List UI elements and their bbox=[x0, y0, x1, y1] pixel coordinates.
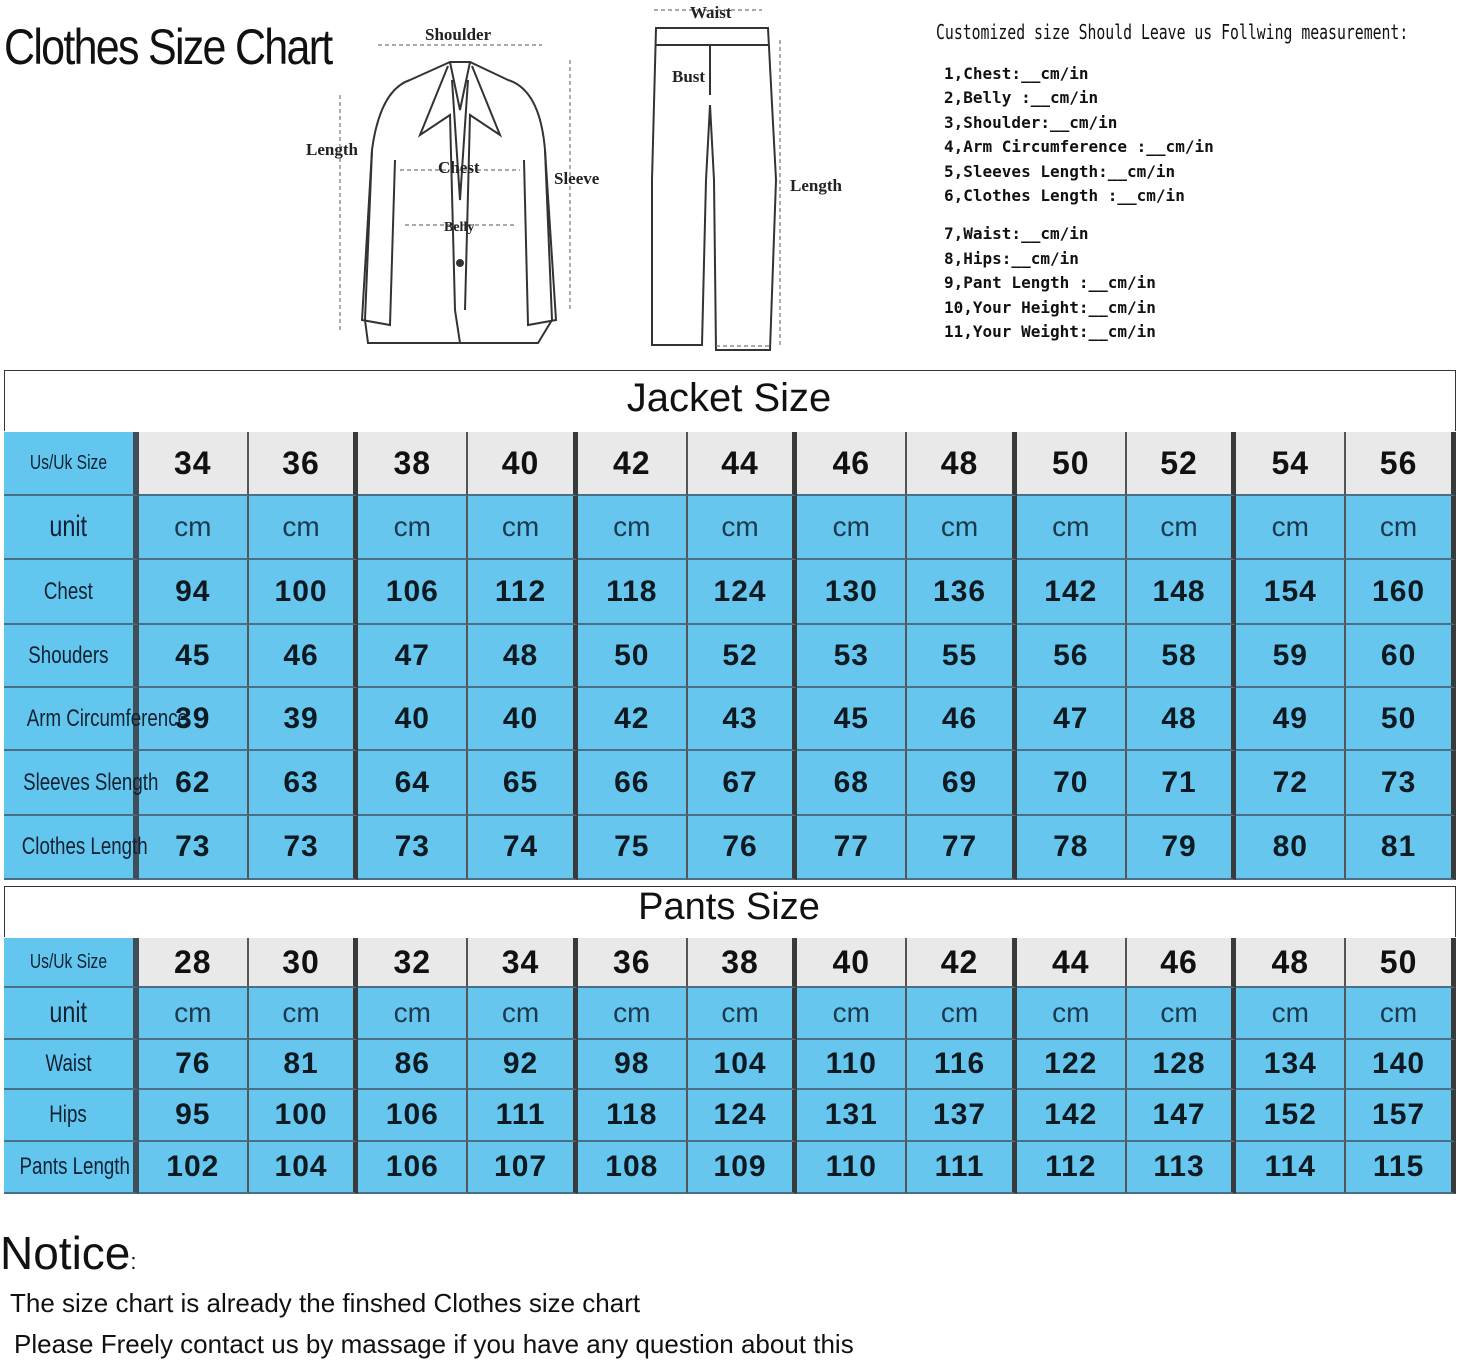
pants-cell: 34 bbox=[468, 938, 578, 988]
pants-cell: 137 bbox=[907, 1090, 1017, 1142]
jacket-row bbox=[4, 751, 1456, 816]
jacket-row bbox=[4, 496, 1456, 560]
jacket-row-label-text: Shouders bbox=[28, 641, 109, 669]
jacket-cell: 48 bbox=[1127, 688, 1237, 751]
pants-cell: cm bbox=[139, 988, 249, 1040]
shoulder-label: Shoulder bbox=[425, 25, 492, 44]
jacket-cell: 50 bbox=[1346, 688, 1456, 751]
pants-cell: 38 bbox=[688, 938, 798, 988]
pants-cell: 106 bbox=[358, 1090, 468, 1142]
pants-cell: 147 bbox=[1127, 1090, 1237, 1142]
jacket-row-label-text: Arm Circumference bbox=[26, 704, 188, 732]
jacket-row-label bbox=[4, 688, 188, 751]
jacket-cell: 50 bbox=[578, 625, 688, 688]
jacket-cell: 44 bbox=[688, 432, 798, 496]
jacket-cell: cm bbox=[1236, 496, 1346, 560]
pants-cell: cm bbox=[797, 988, 907, 1040]
pants-row-label-text: Pants Length bbox=[19, 1153, 130, 1180]
jacket-cell: 42 bbox=[578, 432, 688, 496]
jacket-cell: cm bbox=[578, 496, 688, 560]
pants-row-label bbox=[4, 938, 139, 988]
jacket-cell: 58 bbox=[1127, 625, 1237, 688]
jacket-cell: 94 bbox=[139, 560, 249, 625]
pants-cell: cm bbox=[907, 988, 1017, 1040]
jacket-row bbox=[4, 432, 1456, 496]
pants-cell: 50 bbox=[1346, 938, 1456, 988]
jacket-length-label: Length bbox=[306, 140, 358, 159]
jacket-cell: 73 bbox=[1346, 751, 1456, 816]
jacket-cell: 52 bbox=[688, 625, 798, 688]
pants-cell: 128 bbox=[1127, 1040, 1237, 1090]
jacket-cell: 77 bbox=[907, 816, 1017, 880]
jacket-cell: 100 bbox=[249, 560, 359, 625]
pants-cell: 30 bbox=[249, 938, 359, 988]
pants-row-label bbox=[4, 1040, 139, 1090]
jacket-row-label bbox=[4, 432, 139, 496]
pants-cell: cm bbox=[1017, 988, 1127, 1040]
jacket-cell: 63 bbox=[249, 751, 359, 816]
pants-cell: cm bbox=[358, 988, 468, 1040]
jacket-cell: cm bbox=[249, 496, 359, 560]
jacket-cell: 77 bbox=[797, 816, 907, 880]
jacket-cell: 53 bbox=[797, 625, 907, 688]
notice-colon: : bbox=[130, 1249, 137, 1274]
pants-cell: 111 bbox=[907, 1142, 1017, 1194]
pants-row bbox=[4, 1040, 1456, 1090]
jacket-row-label-text: Clothes Length bbox=[21, 833, 148, 860]
jacket-cell: 142 bbox=[1017, 560, 1127, 625]
jacket-cell: cm bbox=[1017, 496, 1127, 560]
pants-cell: 111 bbox=[468, 1090, 578, 1142]
jacket-cell: 56 bbox=[1017, 625, 1127, 688]
jacket-cell: 56 bbox=[1346, 432, 1456, 496]
jacket-cell: 73 bbox=[358, 816, 468, 880]
pants-cell: cm bbox=[249, 988, 359, 1040]
jacket-cell: 42 bbox=[578, 688, 688, 751]
pants-cell: 122 bbox=[1017, 1040, 1127, 1090]
pants-row-label bbox=[4, 1090, 139, 1142]
jacket-cell: 48 bbox=[907, 432, 1017, 496]
pants-cell: 32 bbox=[358, 938, 468, 988]
measurement-item: 5,Sleeves Length:__cm/in bbox=[944, 161, 1176, 181]
pants-cell: 104 bbox=[688, 1040, 798, 1090]
jacket-cell: 60 bbox=[1346, 625, 1456, 688]
jacket-cell: 75 bbox=[578, 816, 688, 880]
jacket-cell: cm bbox=[688, 496, 798, 560]
jacket-cell: 50 bbox=[1017, 432, 1127, 496]
measurement-item: 10,Your Height:__cm/in bbox=[944, 297, 1156, 317]
notice-line-1: The size chart is already the finshed Clothes size chart bbox=[10, 1288, 641, 1318]
sleeve-label: Sleeve bbox=[554, 169, 600, 188]
pants-row-label bbox=[4, 988, 139, 1040]
jacket-cell: 73 bbox=[249, 816, 359, 880]
jacket-cell: 124 bbox=[688, 560, 798, 625]
jacket-cell: 48 bbox=[468, 625, 578, 688]
pants-cell: cm bbox=[1127, 988, 1237, 1040]
jacket-row-label bbox=[4, 496, 139, 560]
jacket-cell: cm bbox=[907, 496, 1017, 560]
jacket-row bbox=[4, 816, 1456, 880]
jacket-row-label-text: Chest bbox=[44, 577, 93, 605]
garment-diagram bbox=[290, 0, 880, 360]
pants-cell: 114 bbox=[1236, 1142, 1346, 1194]
pants-cell: 131 bbox=[797, 1090, 907, 1142]
jacket-row-label bbox=[4, 816, 148, 880]
pants-row bbox=[4, 1142, 1456, 1194]
jacket-cell: 67 bbox=[688, 751, 798, 816]
jacket-cell: 154 bbox=[1236, 560, 1346, 625]
jacket-cell: 68 bbox=[797, 751, 907, 816]
jacket-cell: 80 bbox=[1236, 816, 1346, 880]
jacket-cell: 45 bbox=[139, 625, 249, 688]
pants-cell: 113 bbox=[1127, 1142, 1237, 1194]
pants-cell: 110 bbox=[797, 1040, 907, 1090]
jacket-cell: cm bbox=[1127, 496, 1237, 560]
jacket-cell: 130 bbox=[797, 560, 907, 625]
jacket-cell: 64 bbox=[358, 751, 468, 816]
jacket-cell: 38 bbox=[358, 432, 468, 496]
jacket-row-label-text: Sleeves Slength bbox=[23, 768, 159, 796]
jacket-cell: 79 bbox=[1127, 816, 1237, 880]
pants-row-label-text: Us/Uk Size bbox=[29, 950, 108, 973]
pants-cell: 110 bbox=[797, 1142, 907, 1194]
notice-heading: Notice bbox=[0, 1227, 131, 1279]
pants-cell: 81 bbox=[249, 1040, 359, 1090]
jacket-cell: 136 bbox=[907, 560, 1017, 625]
jacket-cell: 49 bbox=[1236, 688, 1346, 751]
pants-length-label: Length bbox=[790, 176, 842, 195]
pants-cell: 92 bbox=[468, 1040, 578, 1090]
pants-row bbox=[4, 938, 1456, 988]
pants-cell: 40 bbox=[797, 938, 907, 988]
jacket-cell: 43 bbox=[688, 688, 798, 751]
jacket-cell: 106 bbox=[358, 560, 468, 625]
measurement-item: 9,Pant Length :__cm/in bbox=[944, 273, 1156, 293]
measurement-item: 1,Chest:__cm/in bbox=[944, 64, 1089, 83]
pants-cell: cm bbox=[1236, 988, 1346, 1040]
pants-cell: 95 bbox=[139, 1090, 249, 1142]
notice-line-2: Please Freely contact us by massage if you have any question about this bbox=[14, 1329, 854, 1359]
jacket-cell: 59 bbox=[1236, 625, 1346, 688]
pants-row-label bbox=[4, 1142, 139, 1194]
jacket-cell: 112 bbox=[468, 560, 578, 625]
jacket-size-table bbox=[4, 432, 1456, 880]
pants-row-label-text: unit bbox=[49, 996, 88, 1029]
measurement-title: Customized size Should Leave us Follwing measurement: bbox=[936, 20, 1409, 44]
pants-cell: 140 bbox=[1346, 1040, 1456, 1090]
jacket-table-title: Jacket Size bbox=[626, 376, 832, 420]
measurement-item: 11,Your Weight:__cm/in bbox=[944, 321, 1156, 341]
pants-cell: 46 bbox=[1127, 938, 1237, 988]
jacket-cell: cm bbox=[139, 496, 249, 560]
jacket-cell: 39 bbox=[249, 688, 359, 751]
pants-cell: 36 bbox=[578, 938, 688, 988]
pants-cell: 115 bbox=[1346, 1142, 1456, 1194]
jacket-cell: 81 bbox=[1346, 816, 1456, 880]
jacket-row-label bbox=[4, 751, 159, 816]
jacket-cell: 46 bbox=[797, 432, 907, 496]
notice-title bbox=[0, 1226, 137, 1280]
chest-label: Chest bbox=[438, 158, 480, 177]
jacket-row-label bbox=[4, 625, 139, 688]
pants-cell: 44 bbox=[1017, 938, 1127, 988]
jacket-cell: 47 bbox=[1017, 688, 1127, 751]
jacket-cell: 40 bbox=[468, 688, 578, 751]
pants-size-table bbox=[4, 938, 1456, 1194]
pants-cell: 107 bbox=[468, 1142, 578, 1194]
pants-cell: 100 bbox=[249, 1090, 359, 1142]
measurement-item: 8,Hips:__cm/in bbox=[944, 248, 1079, 268]
jacket-cell: 73 bbox=[139, 816, 249, 880]
jacket-cell: 46 bbox=[907, 688, 1017, 751]
pants-cell: 142 bbox=[1017, 1090, 1127, 1142]
jacket-cell: 71 bbox=[1127, 751, 1237, 816]
measurement-item: 2,Belly :__cm/in bbox=[944, 88, 1099, 108]
pants-cell: cm bbox=[688, 988, 798, 1040]
jacket-cell: 62 bbox=[139, 751, 249, 816]
measurement-item: 7,Waist:__cm/in bbox=[944, 224, 1089, 244]
jacket-cell: 36 bbox=[249, 432, 359, 496]
pants-cell: 98 bbox=[578, 1040, 688, 1090]
pants-cell: 112 bbox=[1017, 1142, 1127, 1194]
measurement-instructions bbox=[936, 20, 1466, 346]
pants-row bbox=[4, 1090, 1456, 1142]
jacket-cell: 74 bbox=[468, 816, 578, 880]
pants-cell: 106 bbox=[358, 1142, 468, 1194]
pants-table-title: Pants Size bbox=[638, 886, 820, 928]
jacket-cell: 65 bbox=[468, 751, 578, 816]
pants-cell: 42 bbox=[907, 938, 1017, 988]
pants-cell: 124 bbox=[688, 1090, 798, 1142]
jacket-cell: 55 bbox=[907, 625, 1017, 688]
waist-label: Waist bbox=[690, 3, 732, 22]
jacket-cell: cm bbox=[1346, 496, 1456, 560]
jacket-row-label bbox=[4, 560, 139, 625]
jacket-cell: 118 bbox=[578, 560, 688, 625]
jacket-cell: cm bbox=[797, 496, 907, 560]
jacket-cell: 47 bbox=[358, 625, 468, 688]
pants-cell: 102 bbox=[139, 1142, 249, 1194]
jacket-cell: 52 bbox=[1127, 432, 1237, 496]
measurement-item: 4,Arm Circumference :__cm/in bbox=[944, 137, 1214, 157]
pants-cell: 86 bbox=[358, 1040, 468, 1090]
jacket-cell: cm bbox=[468, 496, 578, 560]
jacket-cell: 78 bbox=[1017, 816, 1127, 880]
jacket-cell: 76 bbox=[688, 816, 798, 880]
measurement-list bbox=[944, 64, 1466, 346]
jacket-cell: 148 bbox=[1127, 560, 1237, 625]
pants-cell: 152 bbox=[1236, 1090, 1346, 1142]
jacket-cell: 72 bbox=[1236, 751, 1346, 816]
jacket-row bbox=[4, 560, 1456, 625]
jacket-cell: 70 bbox=[1017, 751, 1127, 816]
jacket-cell: 40 bbox=[358, 688, 468, 751]
jacket-cell: 160 bbox=[1346, 560, 1456, 625]
pants-cell: 109 bbox=[688, 1142, 798, 1194]
belly-label: Belly bbox=[444, 220, 475, 235]
jacket-cell: 39 bbox=[139, 688, 249, 751]
pants-row-label-text: Waist bbox=[45, 1050, 92, 1077]
pants-row-label-text: Hips bbox=[49, 1101, 88, 1128]
jacket-row-label-text: Us/Uk Size bbox=[29, 451, 108, 474]
pants-cell: cm bbox=[578, 988, 688, 1040]
jacket-cell: 45 bbox=[797, 688, 907, 751]
jacket-cell: 34 bbox=[139, 432, 249, 496]
pants-cell: 48 bbox=[1236, 938, 1346, 988]
chart-title: Clothes Size Chart bbox=[4, 19, 332, 75]
pants-cell: cm bbox=[1346, 988, 1456, 1040]
jacket-row bbox=[4, 625, 1456, 688]
jacket-cell: cm bbox=[358, 496, 468, 560]
bust-label: Bust bbox=[672, 67, 706, 86]
pants-cell: cm bbox=[468, 988, 578, 1040]
pants-row bbox=[4, 988, 1456, 1040]
jacket-row-label-text: unit bbox=[49, 510, 88, 543]
pants-cell: 118 bbox=[578, 1090, 688, 1142]
jacket-row bbox=[4, 688, 1456, 751]
pants-cell: 104 bbox=[249, 1142, 359, 1194]
jacket-cell: 46 bbox=[249, 625, 359, 688]
jacket-cell: 40 bbox=[468, 432, 578, 496]
pants-cell: 76 bbox=[139, 1040, 249, 1090]
pants-cell: 116 bbox=[907, 1040, 1017, 1090]
measurement-item: 6,Clothes Length :__cm/in bbox=[944, 185, 1185, 205]
pants-cell: 157 bbox=[1346, 1090, 1456, 1142]
jacket-cell: 54 bbox=[1236, 432, 1346, 496]
measurement-item: 3,Shoulder:__cm/in bbox=[944, 112, 1118, 132]
pants-cell: 134 bbox=[1236, 1040, 1346, 1090]
pants-cell: 108 bbox=[578, 1142, 688, 1194]
jacket-cell: 69 bbox=[907, 751, 1017, 816]
pants-cell: 28 bbox=[139, 938, 249, 988]
jacket-cell: 66 bbox=[578, 751, 688, 816]
